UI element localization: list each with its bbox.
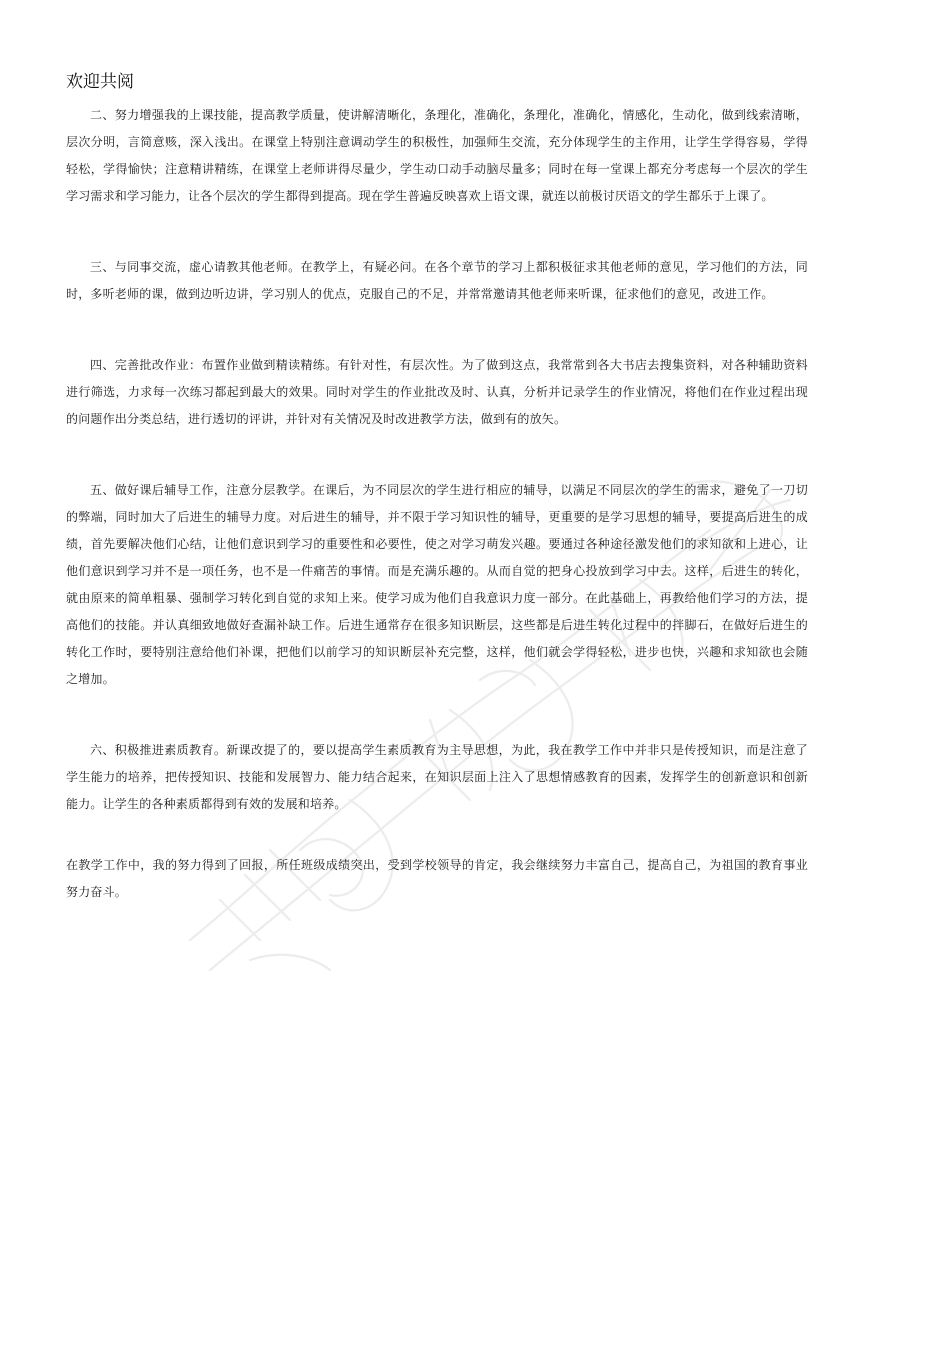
closing-paragraph: 在教学工作中，我的努力得到了回报，所任班级成绩突出，受到学校领导的肯定，我会继续努力丰富自己，提高自己，为祖国的教育事业努力奋斗。 [66, 858, 808, 899]
paragraph-3: 三、与同事交流，虚心请教其他老师。在教学上，有疑必问。在各个章节的学习上都积极征求其他老师的意见，学习他们的方法，同时，多听老师的课，做到边听边讲，学习别人的优点，克服自己的不足，并常常邀请其他老师来听课，征求他们的意见，改进工作。 [66, 260, 808, 301]
document-body [66, 102, 808, 906]
paragraph-2: 二、努力增强我的上课技能，提高教学质量，使讲解清晰化，条理化，准确化，条理化，准确化，情感化，生动化，做到线索清晰，层次分明，言简意赅，深入浅出。在课堂上特别注意调动学生的积极性，加强师生交流，充分体现学生的主作用，让学生学得容易，学得轻松，学得愉快；注意精讲精练，在课堂上老师讲得尽量少，学生动口动手动脑尽量多；同时在每一堂课上都充分考虑每一个层次的学生学习需求和学习能力，让各个层次的学生都得到提高。现在学生普遍反映喜欢上语文课，就连以前极讨厌语文的学生都乐于上课了。 [66, 108, 808, 203]
paragraph-4: 四、完善批改作业：布置作业做到精读精练。有针对性，有层次性。为了做到这点，我常常到各大书店去搜集资料，对各种辅助资料进行筛选，力求每一次练习都起到最大的效果。同时对学生的作业批改及时、认真，分析并记录学生的作业情况，将他们在作业过程出现的问题作出分类总结，进行透切的评讲，并针对有关情况及时改进教学方法，做到有的放矢。 [66, 358, 808, 426]
paragraph-5: 五、做好课后辅导工作，注意分层教学。在课后，为不同层次的学生进行相应的辅导，以满足不同层次的学生的需求，避免了一刀切的弊端，同时加大了后进生的辅导力度。对后进生的辅导，并不限于学习知识性的辅导，更重要的是学习思想的辅导，要提高后进生的成绩，首先要解决他们心结，让他们意识到学习的重要性和必要性，使之对学习萌发兴趣。要通过各种途径激发他们的求知欲和上进心，让他们意识到学习并不是一项任务，也不是一件痛苦的事情。而是充满乐趣的。从而自觉的把身心投放到学习中去。这样，后进生的转化，就由原来的简单粗暴、强制学习转化到自觉的求知上来。使学习成为他们自我意识力度一部分。在此基础上，再教给他们学习的方法，提高他们的技能。并认真细致地做好查漏补缺工作。后进生通常存在很多知识断层，这些都是后进生转化过程中的拌脚石，在做好后进生的转化工作时，要特别注意给他们补课，把他们以前学习的知识断层补充完整，这样，他们就会学得轻松，进步也快，兴趣和求知欲也会随之增加。 [66, 483, 808, 686]
paragraph-6: 六、积极推进素质教育。新课改提了的，要以提高学生素质教育为主导思想，为此，我在教学工作中并非只是传授知识，而是注意了学生能力的培养，把传授知识、技能和发展智力、能力结合起来，在知识层面上注入了思想情感教育的因素，发挥学生的创新意识和创新能力。让学生的各种素质都得到有效的发展和培养。 [66, 743, 808, 811]
document-header: 欢迎共阅 [66, 72, 134, 92]
